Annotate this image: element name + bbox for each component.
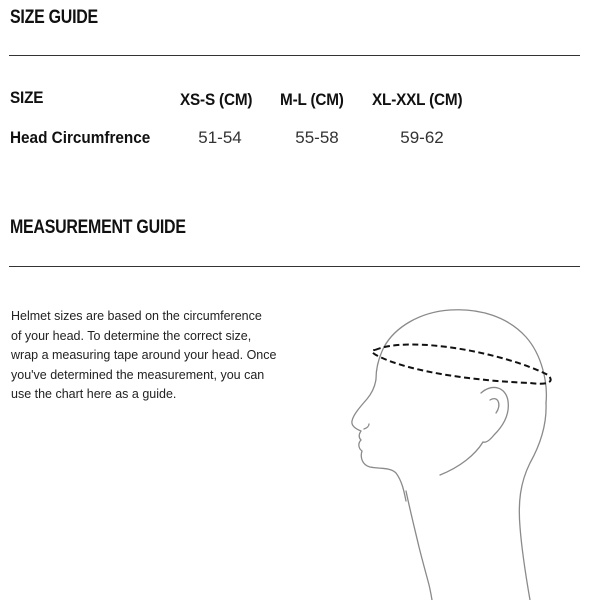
divider (9, 55, 580, 56)
measurement-guide-title: MEASUREMENT GUIDE (10, 217, 186, 238)
value-m-l: 55-58 (295, 128, 339, 147)
instruction-line: use the chart here as a guide. (11, 387, 177, 401)
head-circumference-label: Head Circumfrence (10, 128, 151, 147)
value-xs-s: 51-54 (198, 128, 242, 147)
measurement-instructions (11, 307, 301, 405)
instruction-line: wrap a measuring tape around your head. Once (11, 348, 277, 362)
column-xs-s: XS-S (CM) (180, 90, 253, 109)
divider (9, 266, 580, 267)
column-m-l: M-L (CM) (280, 90, 344, 109)
instruction-line: of your head. To determine the correct size, (11, 328, 252, 343)
head-profile-icon (340, 295, 600, 600)
size-header: SIZE (10, 88, 44, 107)
column-xl-xxl: XL-XXL (CM) (372, 90, 463, 109)
instruction-line: Helmet sizes are based on the circumference (11, 309, 262, 323)
size-guide-title: SIZE GUIDE (10, 7, 98, 28)
value-xl-xxl: 59-62 (400, 128, 444, 147)
instruction-line: you've determined the measurement, you can (11, 367, 265, 382)
